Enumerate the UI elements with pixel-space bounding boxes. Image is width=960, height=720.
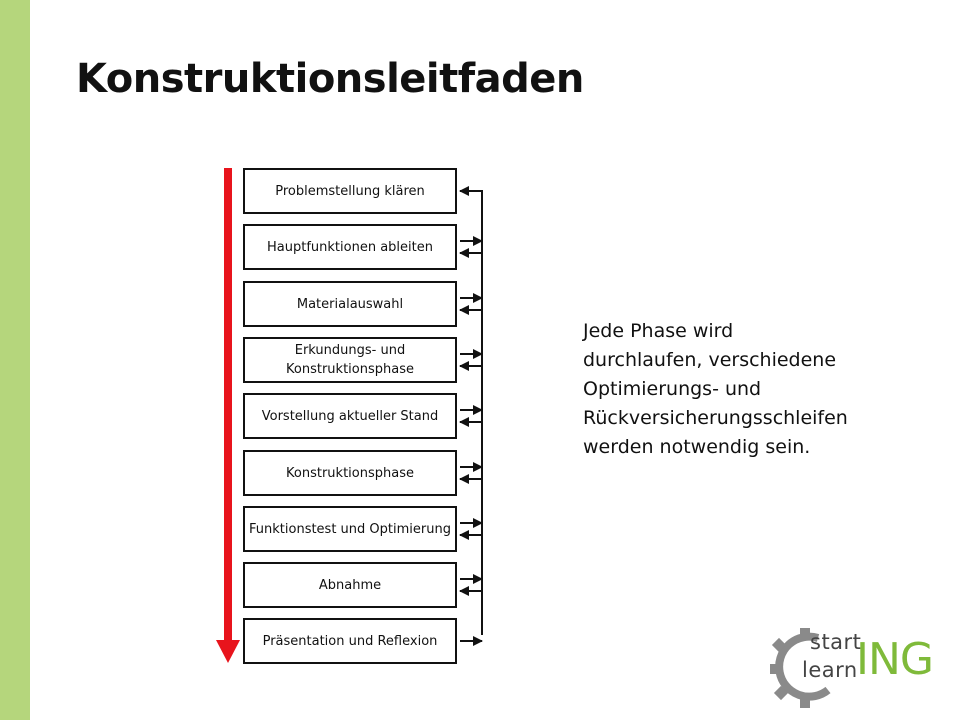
flow-step-label: Problemstellung klären bbox=[275, 183, 425, 199]
flow-step-label: Vorstellung aktueller Stand bbox=[261, 408, 439, 424]
flow-step-box bbox=[243, 337, 457, 383]
flow-step-box bbox=[243, 281, 457, 327]
flow-step-box bbox=[243, 224, 457, 270]
flow-step-box bbox=[243, 168, 457, 214]
flow-step-box bbox=[243, 450, 457, 496]
flow-step-label: Konstruktionsphase bbox=[286, 465, 414, 481]
flow-step-label: Abnahme bbox=[318, 577, 382, 593]
startlearning-logo bbox=[770, 628, 940, 708]
flow-step-label: Funktionstest und Optimierung bbox=[249, 521, 451, 537]
flow-step-box bbox=[243, 393, 457, 439]
slide-title: Konstruktionsleitfaden bbox=[76, 56, 584, 102]
logo-word-ing: ING bbox=[856, 634, 933, 685]
logo-word-start: start bbox=[810, 630, 862, 654]
main-direction-arrow-head bbox=[216, 640, 240, 663]
flow-step-box bbox=[243, 618, 457, 664]
flow-step-label: Erkundungs- und Konstruktionsphase bbox=[286, 343, 414, 377]
feedback-arrows bbox=[460, 191, 482, 641]
flow-step-label: Präsentation und Reflexion bbox=[262, 633, 438, 649]
flow-step-box bbox=[243, 562, 457, 608]
flow-step-label: Hauptfunktionen ableiten bbox=[267, 239, 433, 255]
explanation-text: Jede Phase wird durchlaufen, verschiedene Optimierungs- und Rückversicherungsschleifen werden notwendig sein. bbox=[583, 320, 848, 458]
logo-word-learn: learn bbox=[802, 658, 858, 682]
flow-step-label: Materialauswahl bbox=[296, 296, 404, 312]
flow-step-box bbox=[243, 506, 457, 552]
